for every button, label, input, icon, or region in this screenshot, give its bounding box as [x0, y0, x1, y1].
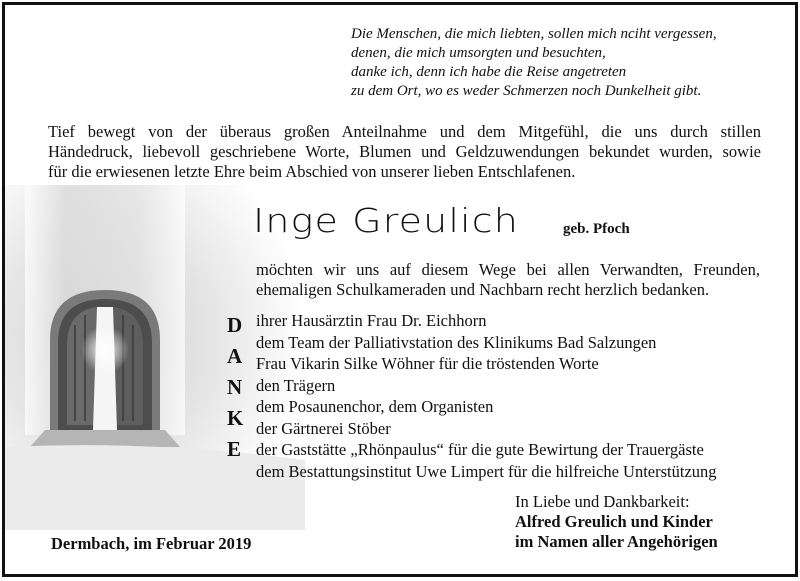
danke-letter: A	[227, 344, 243, 368]
obituary-notice	[2, 2, 798, 577]
poem-line: denen, die mich umsorgten und besuchten,	[351, 45, 606, 61]
signatories: Alfred Greulich und Kinder	[515, 512, 713, 531]
poem	[351, 25, 771, 101]
intro-text	[48, 122, 761, 182]
poem-line: zu dem Ort, wo es weder Schmerzen noch Dunkelheit gibt.	[351, 83, 702, 99]
deceased-name: Inge Greulich	[253, 201, 519, 240]
list-item: der Gaststätte „Rhönpaulus“ für die gute Bewirtung der Trauergäste	[256, 440, 704, 459]
deceased-birth-name: geb. Pfoch	[563, 221, 630, 237]
list-item: ihrer Hausärztin Frau Dr. Eichhorn	[256, 311, 487, 330]
closing-signature	[515, 492, 718, 552]
thanks-list	[256, 310, 717, 482]
poem-line: Die Menschen, die mich liebten, sollen mich nciht vergessen,	[351, 26, 717, 42]
list-item: dem Bestattungsinstitut Uwe Limpert für die hilfreiche Unterstützung	[256, 461, 717, 481]
intro-line: Tief bewegt von der überaus großen Anteilnahme und dem Mitgefühl, die uns durch stillen	[48, 122, 761, 141]
thanks-intro-line: ehemaligen Schulkameraden und Nachbarn recht herzlich bedanken.	[256, 280, 710, 299]
danke-vertical	[227, 313, 243, 468]
signatories-note: im Namen aller Angehörigen	[515, 532, 718, 551]
thanks-intro	[256, 260, 760, 300]
danke-letter: K	[227, 406, 244, 430]
list-item: Frau Vikarin Silke Wöhner für die tröstenden Worte	[256, 354, 599, 373]
list-item: den Trägern	[256, 375, 336, 395]
intro-line: Händedruck, liebevoll geschriebene Worte, Blumen und Geldzuwendungen bekundet wurden, sowie	[48, 142, 761, 161]
poem-line: danke ich, denn ich habe die Reise angetreten	[351, 64, 627, 80]
danke-letter: D	[227, 313, 243, 337]
list-item: der Gärtnerei Stöber	[256, 418, 391, 438]
intro-line: für die erwiesenen letzte Ehre beim Abschied von unserer lieben Entschlafenen.	[48, 162, 576, 181]
place-date: Dermbach, im Februar 2019	[51, 534, 252, 553]
thanks-intro-line: möchten wir uns auf diesem Wege bei allen Verwandten, Freunden,	[256, 260, 760, 279]
list-item: dem Team der Palliativstation des Klinikums Bad Salzungen	[256, 332, 657, 352]
closing-line: In Liebe und Dankbarkeit:	[515, 492, 690, 511]
danke-letter: N	[227, 375, 243, 399]
danke-letter: E	[227, 437, 242, 461]
list-item: dem Posaunenchor, dem Organisten	[256, 397, 494, 416]
